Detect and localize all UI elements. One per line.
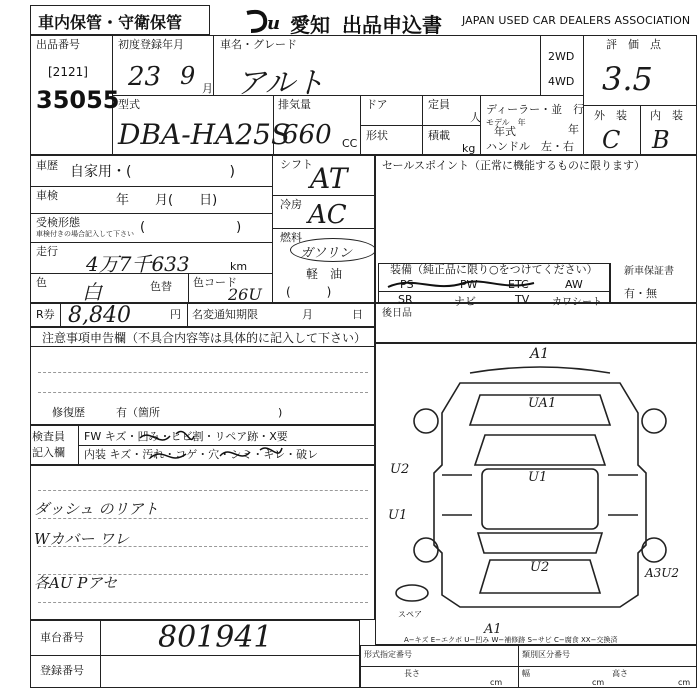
model-value: DBA-HA25S (118, 118, 291, 151)
form-title: 出品申込書 (342, 13, 442, 37)
ac-value: AC (308, 200, 347, 230)
exterior-label: 外 装 (594, 109, 627, 122)
reg-label: 初度登録年月 (118, 38, 184, 51)
ju-logo (243, 9, 293, 33)
lot-number: 35055 (36, 86, 120, 114)
notes-header: 注意事項申告欄（不具合内容等は具体的に記入して下さい） (42, 331, 367, 345)
score-value: 3.5 (602, 60, 653, 98)
repair-value: 有（箇所 (116, 406, 160, 419)
equip-etc: ETC (508, 278, 529, 291)
handle-label: ハンドル 左・右 (486, 140, 574, 153)
svg-text:u: u (267, 13, 281, 33)
post-box (375, 303, 697, 343)
mark-left-rear: U1 (388, 508, 408, 523)
equip-label: 装備（純正品に限り○をつけてください） (390, 263, 598, 276)
height-unit: cm (678, 678, 691, 687)
length-unit: cm (490, 678, 503, 687)
org-english: JAPAN USED CAR DEALERS ASSOCIATION (462, 14, 691, 27)
length-label: 長さ (404, 669, 420, 678)
ac-label: 冷房 (280, 198, 302, 211)
damage-legend: A−キズ E−エクボ U−凹み W−補修跡 S−サビ C−腐食 XX−交換済 (404, 636, 618, 644)
car-name: アルト (236, 66, 325, 101)
weight-label: 積載 (428, 129, 450, 142)
mark-trunk: U2 (530, 560, 550, 575)
color-code-label: 色コード (193, 276, 237, 289)
inspector-scribble (130, 426, 290, 466)
disp-value: 660 (282, 120, 332, 150)
equip-ps: PS (400, 278, 414, 291)
color-label: 色 (36, 276, 47, 289)
year-label: 年式 (494, 125, 516, 138)
color-code: 26U (228, 285, 262, 304)
history-label: 車歴 (36, 159, 58, 172)
color-num-label: 色替 (150, 280, 172, 293)
recycle-label: R券 (36, 308, 55, 321)
disp-label: 排気量 (278, 98, 311, 111)
fill-label: 記入欄 (32, 446, 65, 459)
capacity-label: 定員 (428, 98, 450, 111)
mark-roof: U1 (528, 470, 548, 485)
chassis-label: 車台番号 (40, 631, 84, 644)
mark-front: A1 (530, 346, 550, 362)
fuel-label: 燃料 (280, 231, 302, 244)
inspector-row2: 内装 キズ・汚れ・コゲ・穴・シミ・キレ・破レ (84, 448, 319, 461)
mark-rear-corner: A3U2 (645, 566, 680, 580)
receive-value: ( ) (140, 220, 242, 235)
handwritten-line1: ダッシュ のリアト (34, 500, 159, 518)
exterior-grade: C (602, 126, 621, 154)
post-label: 後日品 (382, 308, 412, 319)
fuel-paren: ( ) (286, 285, 332, 299)
equip-pw: PW (460, 278, 478, 291)
form-label: 形式指定番号 (364, 650, 412, 659)
chassis-value: 801941 (158, 620, 273, 655)
inspector-label: 検査員 (32, 430, 65, 443)
equip-tv: TV (515, 293, 530, 306)
newcar-value: 有・無 (624, 287, 657, 300)
year-unit: 年 (568, 123, 579, 136)
recycle-value: 8,840 (68, 303, 131, 328)
interior-label: 内 装 (650, 109, 683, 122)
kg-unit: kg (462, 142, 476, 155)
equip-seat: カワシート (552, 297, 602, 308)
door-label: ドア (366, 98, 388, 111)
receive-note: 車検付きの場合記入して下さい (36, 230, 134, 238)
mark-left-door: U2 (390, 462, 410, 477)
month-unit: 月 (202, 82, 213, 95)
drive-2wd: 2WD (548, 50, 575, 63)
yen-unit: 円 (170, 308, 181, 321)
registration-label: 登録番号 (40, 664, 84, 677)
fuel-option: 軽 油 (306, 267, 343, 281)
shift-value: AT (310, 162, 348, 195)
name-change-month: 月 (302, 308, 313, 321)
repair-close: ) (278, 406, 283, 419)
handwritten-line2: Wカバー ワレ (34, 530, 130, 548)
name-change-day: 日 (352, 308, 363, 321)
mark-rear: A1 (484, 622, 502, 637)
model-label: 型式 (118, 98, 140, 111)
inspector-row1: FW キズ・凹み・ヒビ割・リペア跡・X要 (84, 430, 288, 443)
shift-label: シフト (280, 158, 313, 171)
inspection-value: 年 月( 日) (116, 193, 218, 208)
name-change-label: 名変通知期限 (192, 308, 258, 321)
height-label: 高さ (612, 669, 628, 678)
lot-small: [2121] (48, 65, 88, 79)
class-label: 類別区分番号 (522, 650, 570, 659)
inspection-label: 車検 (36, 189, 58, 202)
equip-sr: SR (398, 293, 413, 306)
equip-aw: AW (565, 278, 583, 291)
sales-label: セールスポイント（正常に機能するものに限ります） (382, 159, 646, 172)
width-unit: cm (592, 678, 605, 687)
color-value: 白 (82, 280, 102, 304)
mileage-label: 走行 (36, 245, 58, 258)
shape-label: 形状 (366, 129, 388, 142)
history-value: 自家用・( ) (70, 164, 235, 180)
lot-label: 出品番号 (36, 38, 80, 51)
reg-year: 23 (128, 62, 162, 92)
equip-navi: ナビ (454, 295, 476, 308)
repair-label: 修復歴 (52, 406, 85, 419)
car-label: 車名・グレード (220, 38, 297, 51)
score-label: 評 価 点 (606, 38, 661, 51)
handwritten-line3: 各AU Pアセ (34, 574, 118, 592)
person-unit: 人 (470, 111, 481, 124)
interior-grade: B (652, 126, 670, 154)
mark-hood: UA1 (528, 396, 557, 411)
spare-label: スペア (398, 610, 422, 619)
km-unit: km (230, 260, 248, 273)
drive-4wd: 4WD (548, 75, 575, 88)
equip-scribble (384, 277, 554, 293)
model-year-label: モデル 年 (486, 118, 526, 127)
width-label: 幅 (522, 669, 530, 678)
reg-month: 9 (180, 62, 196, 90)
storage-label: 車内保管・守衛保管 (38, 13, 183, 32)
receive-label: 受検形態 (36, 216, 80, 229)
org-name: 愛知 (290, 13, 330, 37)
mileage-value: 4万7千633 (86, 252, 190, 276)
fuel-value: ガソリン (300, 246, 353, 261)
dealer-label: ディーラー・並 行 (486, 103, 585, 116)
cc-unit: CC (342, 137, 358, 150)
newcar-label: 新車保証書 (624, 266, 674, 277)
